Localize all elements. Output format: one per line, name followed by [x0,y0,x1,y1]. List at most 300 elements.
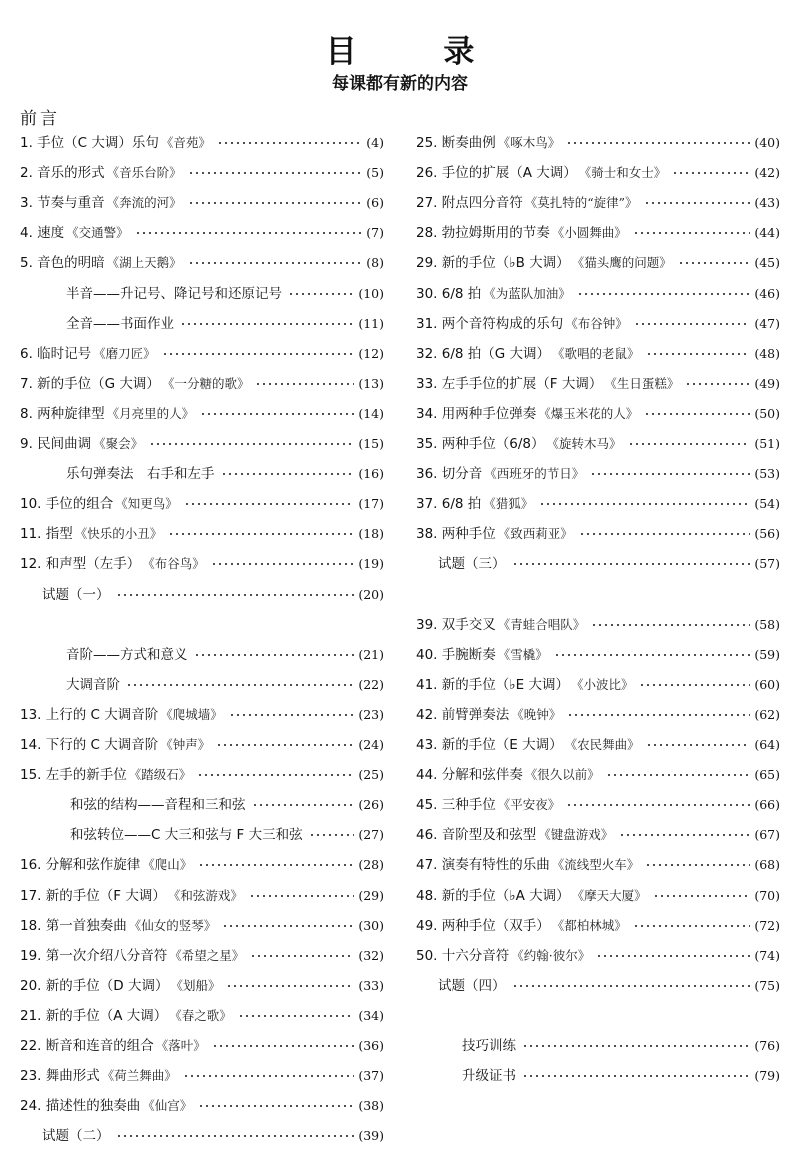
toc-entry-title: 46. 音阶型及和弦型 [416,827,537,844]
dot-leader [596,954,750,958]
toc-entry-title: 45. 三种手位 [416,797,496,814]
dot-leader [135,231,363,235]
toc-entry-piece: 《一分糖的歌》 [161,375,250,391]
toc-entry-page: (30) [358,917,384,933]
toc-entry[interactable] [416,131,780,155]
toc-entry-piece: 《青蛙合唱队》 [497,616,586,632]
toc-entry-piece: 《仙宫》 [142,1098,193,1114]
toc-entry[interactable] [20,492,384,516]
dot-leader [554,653,751,657]
toc-entry-piece: 《生日蛋糕》 [604,375,680,391]
toc-entry-piece: 《流线型火车》 [551,857,640,873]
toc-entry-page: (39) [358,1128,384,1144]
dot-leader [238,1014,355,1018]
dot-leader [579,532,751,536]
toc-entry[interactable] [416,552,780,576]
toc-entry-title: 47. 演奏有特性的乐曲 [416,857,550,874]
toc-entry-title: 42. 前臂弹奏法 [416,706,510,723]
toc-entry-page: (12) [358,345,384,361]
toc-entry-piece: 《磨刀匠》 [93,345,156,361]
toc-entry-piece: 《爬山》 [142,857,193,873]
dot-leader [645,863,750,867]
toc-entry-title: 4. 速度 [20,225,65,242]
dot-leader [288,292,354,296]
toc-entry-piece: 《平安夜》 [497,797,561,813]
toc-entry[interactable] [416,372,780,396]
toc-entry[interactable] [20,583,384,607]
dot-leader [221,472,355,476]
toc-entry[interactable] [416,703,780,727]
dot-leader [646,352,751,356]
toc-entry-page: (59) [754,646,780,662]
toc-entry-title: 14. 下行的 C 大调音阶 [20,737,159,753]
toc-entry-page: (18) [358,526,384,542]
dot-leader [591,623,750,627]
toc-entry[interactable] [20,1124,384,1148]
toc-entry-title: 23. 舞曲形式 [20,1068,100,1085]
dot-leader [126,683,354,687]
toc-entry-title: 15. 左手的新手位 [20,767,127,784]
dot-leader [188,171,363,175]
toc-entry-title: 8. 两种旋律型 [20,405,105,422]
toc-entry-page: (75) [754,977,780,993]
dot-leader [255,382,354,386]
toc-entry-piece: 《骑士和女士》 [578,165,667,181]
dot-leader [250,954,354,958]
toc-entry[interactable] [20,944,384,968]
dot-leader [606,773,751,777]
toc-entry-page: (56) [754,526,780,542]
toc-entry[interactable] [416,161,780,185]
toc-entry[interactable] [20,372,384,396]
dot-leader [522,1074,750,1078]
toc-entry-title: 试题（四） [438,977,506,994]
toc-entry[interactable] [416,974,780,998]
toc-entry[interactable] [416,673,780,697]
dot-leader [168,532,354,536]
toc-entry[interactable] [416,884,780,908]
toc-entry-title: 22. 断音和连音的组合 [20,1038,154,1054]
toc-entry-title: 36. 切分音 [416,466,483,483]
toc-entry[interactable] [20,312,384,336]
toc-entry-title: 18. 第一首独奏曲 [20,917,127,934]
toc-entry-piece: 《聚会》 [93,436,144,451]
dot-leader [633,924,751,928]
dot-leader [590,472,750,476]
toc-entry-title: 2. 音乐的形式 [20,165,105,182]
toc-entry-piece: 《音苑》 [160,135,211,150]
toc-entry[interactable] [20,853,384,877]
toc-entry-title: 11. 指型 [20,526,73,543]
dot-leader [577,292,751,296]
toc-entry-page: (4) [366,135,384,150]
toc-entry-title: 音阶——方式和意义 [66,646,188,663]
toc-entry-title: 44. 分解和弦伴奏 [416,767,523,784]
dot-leader [644,412,750,416]
toc-entry[interactable] [20,763,384,787]
toc-entry-piece: 《为蓝队加油》 [483,285,571,301]
page-subtitle: 每课都有新的内容 [332,74,468,94]
toc-entry-page: (44) [754,225,780,241]
dot-leader [566,803,750,807]
dot-leader [512,562,751,566]
dot-leader [672,171,750,175]
toc-entry-piece: 《交通警》 [66,225,129,241]
dot-leader [217,141,362,145]
toc-entry-page: (70) [754,887,780,903]
toc-entry-title: 3. 节奏与重音 [20,195,105,212]
toc-entry-title: 半音——升记号、降记号和还原记号 [66,285,282,302]
page-title: 目 录 [325,34,513,70]
toc-entry-title: 16. 分解和弦作旋律 [20,857,141,874]
toc-entry-piece: 《猫头鹰的问题》 [571,255,672,271]
dot-leader [183,1074,355,1078]
toc-entry-page: (29) [358,887,384,903]
toc-entry-piece: 《划船》 [170,977,221,993]
dot-leader [116,1134,355,1138]
dot-leader [566,141,750,145]
toc-entry-piece: 《仙女的竖琴》 [128,917,217,933]
toc-right-column [416,131,780,1171]
dot-leader [567,713,750,717]
toc-entry-piece: 《春之歌》 [169,1007,232,1023]
toc-entry-title: 43. 新的手位（E 大调） [416,737,563,753]
dot-leader [149,442,354,446]
dot-leader [211,562,355,566]
toc-entry-page: (17) [358,496,384,512]
toc-entry-title: 全音——书面作业 [66,315,174,332]
toc-entry-title: 试题（二） [42,1128,110,1145]
toc-entry[interactable] [20,342,384,366]
toc-entry[interactable] [20,191,384,215]
dot-leader [252,803,355,807]
toc-entry[interactable] [20,1064,384,1088]
toc-entry-piece: 《晚钟》 [511,706,562,722]
toc-entry[interactable] [20,552,384,576]
toc-entry-page: (58) [754,616,780,632]
toc-entry[interactable] [20,673,384,697]
toc-entry-page: (50) [754,405,780,421]
toc-entry-title: 试题（一） [42,586,110,603]
dot-leader [309,833,355,837]
toc-entry[interactable] [20,1034,384,1058]
toc-entry-page: (42) [754,165,780,181]
dot-leader [180,322,354,326]
toc-entry-title: 9. 民间曲调 [20,436,92,452]
toc-entry-page: (65) [754,767,780,783]
toc-entry-title: 35. 两种手位（6/8） [416,436,545,452]
dot-leader [646,743,751,747]
toc-entry-piece: 《钟声》 [160,737,211,752]
toc-entry-piece: 《荷兰舞曲》 [101,1068,177,1084]
toc-entry-page: (26) [358,797,384,813]
toc-entry[interactable] [416,944,780,968]
toc-entry-title: 29. 新的手位（♭B 大调） [416,255,570,272]
toc-entry[interactable] [416,221,780,245]
dot-leader [522,1044,750,1048]
toc-entry-title: 26. 手位的扩展（A 大调） [416,165,577,182]
toc-entry-title: 5. 音色的明暗 [20,255,105,272]
toc-entry-title: 和弦的结构——音程和三和弦 [70,797,246,814]
toc-entry-page: (15) [358,436,384,451]
toc-entry-piece: 《雪橇》 [497,646,548,662]
toc-entry-page: (53) [754,466,780,482]
toc-entry[interactable] [416,1034,780,1058]
toc-entry-title: 和弦转位——C 大三和弦与 F 大三和弦 [70,827,303,844]
toc-entry-piece: 《莫扎特的“旋律”》 [524,195,638,211]
toc-entry-page: (6) [366,195,384,211]
toc-entry-title: 13. 上行的 C 大调音阶 [20,706,159,723]
toc-entry-page: (72) [754,917,780,933]
toc-entry-piece: 《约翰·彼尔》 [511,947,591,963]
toc-entry[interactable] [20,1094,384,1118]
toc-left-column [20,131,384,1171]
toc-entry-page: (24) [358,737,384,752]
toc-entry[interactable] [20,793,384,817]
toc-entry-piece: 《旋转木马》 [546,436,622,451]
toc-entry-title: 37. 6/8 拍 [416,496,482,513]
dot-leader [634,322,751,326]
dot-leader [184,502,355,506]
toc-entry-page: (76) [754,1038,780,1053]
toc-entry[interactable] [416,1064,780,1088]
toc-entry[interactable] [20,161,384,185]
toc-entry-piece: 《键盘游戏》 [538,827,614,843]
toc-entry-page: (8) [366,255,384,271]
dot-leader [194,653,355,657]
toc-entry-page: (47) [754,315,780,331]
toc-entry[interactable] [416,251,780,275]
toc-entry-piece: 《音乐台阶》 [106,165,182,181]
toc-entry-title: 38. 两种手位 [416,526,496,543]
toc-entry[interactable] [416,191,780,215]
toc-entry-page: (38) [358,1098,384,1114]
toc-entry-page: (7) [366,225,384,241]
toc-entry-title: 34. 用两种手位弹奏 [416,405,537,422]
toc-entry[interactable] [416,793,780,817]
toc-entry-piece: 《希望之星》 [169,947,245,963]
toc-entry[interactable] [416,823,780,847]
toc-entry-page: (57) [754,556,780,572]
toc-entry-title: 49. 两种手位（双手） [416,917,550,934]
toc-entry[interactable] [416,342,780,366]
toc-entry-piece: 《落叶》 [155,1038,206,1053]
toc-entry-piece: 《布谷鸟》 [142,556,205,572]
preface-heading: 前言 [20,109,60,129]
toc-entry-piece: 《摩天大厦》 [571,887,647,903]
toc-entry-page: (33) [358,977,384,993]
toc-entry-title: 试题（三） [438,556,506,573]
toc-entry-page: (62) [754,706,780,722]
toc-entry[interactable] [416,643,780,667]
toc-entry-page: (37) [358,1068,384,1084]
toc-entry-piece: 《爬城墙》 [160,706,223,722]
toc-entry-title: 32. 6/8 拍（G 大调） [416,345,551,362]
toc-entry[interactable] [416,522,780,546]
dot-leader [512,984,751,988]
toc-entry[interactable] [20,643,384,667]
toc-entry-title: 30. 6/8 拍 [416,285,482,302]
toc-entry-page: (27) [358,827,384,843]
toc-entry-piece: 《奔流的河》 [106,195,182,211]
toc-entry[interactable] [416,402,780,426]
toc-entry-title: 24. 描述性的独奏曲 [20,1098,141,1115]
dot-leader [653,894,751,898]
toc-entry-title: 19. 第一次介绍八分音符 [20,947,168,964]
toc-entry-page: (13) [358,375,384,391]
toc-entry[interactable] [416,312,780,336]
toc-entry-page: (34) [358,1007,384,1023]
toc-entry[interactable] [416,763,780,787]
toc-entry-title: 27. 附点四分音符 [416,195,523,212]
toc-entry-page: (25) [358,767,384,783]
toc-entry-piece: 《都柏林城》 [551,917,627,933]
toc-entry[interactable] [416,432,780,456]
toc-entry[interactable] [416,282,780,306]
toc-entry-page: (36) [358,1038,384,1053]
toc-entry[interactable] [416,733,780,757]
toc-entry-page: (79) [754,1068,780,1084]
dot-leader [200,412,354,416]
toc-entry-title: 技巧训练 [462,1038,516,1054]
toc-entry-piece: 《西班牙的节日》 [484,466,585,482]
dot-leader [639,683,750,687]
toc-entry-piece: 《湖上天鹅》 [106,255,182,271]
toc-entry-page: (20) [358,586,384,602]
dot-leader [226,984,354,988]
toc-entry-title: 40. 手腕断奏 [416,646,496,663]
dot-leader [197,773,354,777]
toc-entry-piece: 《踏级石》 [128,767,192,783]
toc-entry-piece: 《猎狐》 [483,496,534,512]
toc-entry[interactable] [20,522,384,546]
dot-leader [539,502,750,506]
toc-entry-title: 7. 新的手位（G 大调） [20,375,160,392]
toc-entry[interactable] [416,853,780,877]
toc-entry-page: (67) [754,827,780,843]
dot-leader [188,201,363,205]
dot-leader [222,924,354,928]
toc-entry[interactable] [416,613,780,637]
toc-entry[interactable] [416,914,780,938]
toc-entry[interactable] [20,131,384,155]
dot-leader [198,1104,354,1108]
toc-entry-title: 41. 新的手位（♭E 大调） [416,676,569,693]
toc-entry-piece: 《布谷钟》 [565,315,628,331]
toc-entry-page: (51) [754,436,780,451]
toc-entry[interactable] [20,703,384,727]
dot-leader [188,261,363,265]
toc-entry-page: (66) [754,797,780,813]
toc-entry[interactable] [20,974,384,998]
toc-entry-page: (54) [754,496,780,512]
toc-entry[interactable] [20,221,384,245]
toc-entry-title: 28. 勃拉姆斯用的节奏 [416,225,550,242]
toc-entry-page: (32) [358,947,384,963]
dot-leader [212,1044,355,1048]
dot-leader [678,261,751,265]
toc-entry-title: 17. 新的手位（F 大调） [20,887,166,904]
toc-entry-title: 大调音阶 [66,676,120,693]
toc-entry-page: (19) [358,556,384,572]
toc-entry[interactable] [416,462,780,486]
toc-entry-piece: 《歌唱的老鼠》 [552,345,640,361]
toc-entry-title: 39. 双手交叉 [416,616,496,633]
toc-entry-page: (43) [754,195,780,211]
toc-entry[interactable] [20,462,384,486]
toc-entry-piece: 《致西莉亚》 [497,526,573,542]
toc-entry[interactable] [20,282,384,306]
toc-entry[interactable] [20,251,384,275]
toc-entry[interactable] [20,914,384,938]
toc-entry-page: (46) [754,285,780,301]
toc-entry-title: 31. 两个音符构成的乐句 [416,315,564,332]
toc-entry-title: 21. 新的手位（A 大调） [20,1007,168,1024]
toc-entry-piece: 《爆玉米花的人》 [538,405,639,421]
toc-entry-page: (5) [366,165,384,181]
toc-entry[interactable] [20,432,384,456]
toc-entry[interactable] [20,733,384,757]
toc-entry-title: 10. 手位的组合 [20,496,114,513]
toc-entry-page: (16) [358,466,384,482]
toc-entry-title: 20. 新的手位（D 大调） [20,977,169,994]
dot-leader [619,833,750,837]
dot-leader [249,894,354,898]
toc-entry-page: (21) [358,646,384,662]
dot-leader [644,201,751,205]
toc-entry-title: 33. 左手手位的扩展（F 大调） [416,375,603,392]
toc-entry[interactable] [416,492,780,516]
toc-entry-page: (48) [754,345,780,361]
toc-entry-piece: 《和弦游戏》 [167,887,243,903]
toc-entry-title: 升级证书 [462,1068,516,1085]
toc-entry-piece: 《啄木鸟》 [497,135,561,150]
dot-leader [229,713,355,717]
toc-entry-title: 6. 临时记号 [20,345,92,362]
toc-entry-page: (40) [754,135,780,150]
toc-entry-page: (23) [358,706,384,722]
dot-leader [685,382,750,386]
toc-entry-piece: 《小圆舞曲》 [551,225,627,241]
toc-entry-piece: 《很久以前》 [524,767,600,783]
toc-entry-title: 50. 十六分音符 [416,947,510,964]
toc-entry-title: 48. 新的手位（♭A 大调） [416,887,570,904]
toc-entry[interactable] [20,884,384,908]
toc-entry-title: 25. 断奏曲例 [416,135,496,151]
toc-entry-page: (49) [754,375,780,391]
dot-leader [162,352,355,356]
toc-entry[interactable] [20,402,384,426]
toc-entry-page: (11) [358,315,384,331]
toc-entry-title: 乐句弹奏法 右手和左手 [66,466,215,483]
toc-entry-page: (28) [358,857,384,873]
toc-entry-page: (14) [358,405,384,421]
toc-entry-piece: 《小波比》 [570,676,634,692]
toc-entry-page: (68) [754,857,780,873]
toc-entry-piece: 《月亮里的人》 [106,405,195,421]
toc-entry-title: 12. 和声型（左手） [20,556,141,573]
dot-leader [198,863,354,867]
toc-entry-piece: 《快乐的小丑》 [74,526,163,542]
toc-entry-piece: 《知更鸟》 [115,496,178,512]
dot-leader [633,231,751,235]
toc-entry-piece: 《农民舞曲》 [564,737,640,752]
toc-entry[interactable] [20,1004,384,1028]
toc-entry[interactable] [20,823,384,847]
toc-entry-page: (74) [754,947,780,963]
toc-entry-page: (45) [754,255,780,271]
dot-leader [216,743,354,747]
